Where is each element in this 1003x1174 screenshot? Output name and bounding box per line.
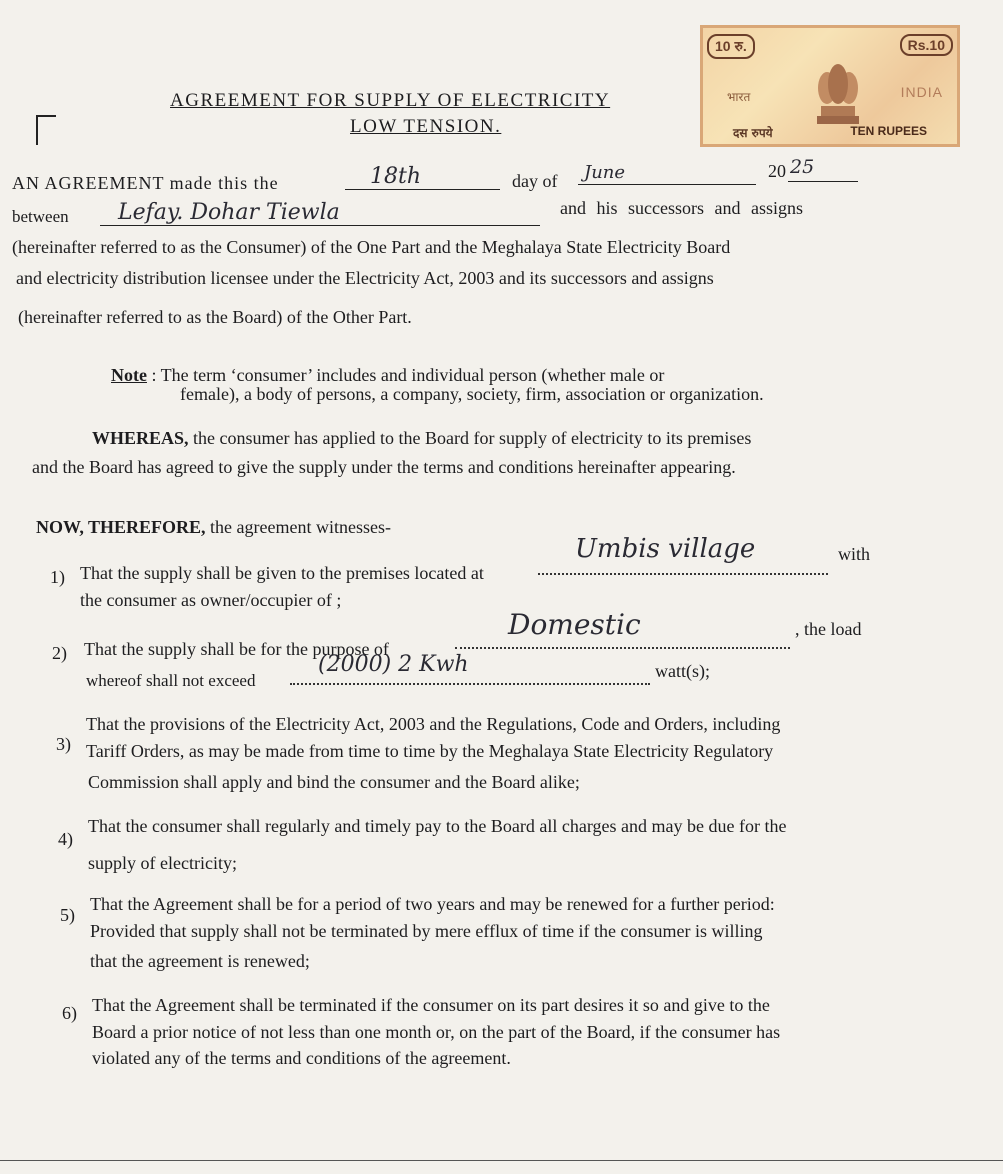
purpose-value: Domestic [508, 608, 641, 641]
clause-4-line-1: That the consumer shall regularly and timely pay to the Board all charges and may be due for the [88, 816, 787, 836]
ashoka-emblem-icon [813, 56, 863, 130]
opening-line-4: and electricity distribution licensee under the Electricity Act, 2003 and its successors and assigns [16, 268, 714, 288]
clause-1-text-a: That the supply shall be given to the premises located at [80, 563, 484, 583]
load-line [290, 682, 650, 685]
clause-6-line-2: Board a prior notice of not less than one month or, on the part of the Board, if the consumer has [92, 1022, 781, 1042]
clause-2-text-b: , the load [795, 619, 862, 639]
premises-line [538, 572, 828, 575]
opening-text-2: day of [512, 171, 558, 191]
stamp-value-left: 10 रु. [707, 34, 755, 59]
clause-1-text-c: the consumer as owner/occupier of ; [80, 590, 342, 610]
clause-3-line-2: Tariff Orders, as may be made from time to time by the Meghalaya State Electricity Regulatory [86, 741, 774, 761]
clause-5-line-2: Provided that supply shall not be terminated by mere efflux of time if the consumer is willing [90, 921, 763, 941]
opening-line-5: (hereinafter referred to as the Board) of the Other Part. [18, 307, 412, 327]
clause-2-text-c: whereof shall not exceed [86, 671, 256, 690]
stamp-hindi-country: भारत [727, 90, 751, 104]
clause-2-text-d: watt(s); [655, 661, 710, 681]
purpose-line [455, 646, 790, 649]
month-line [578, 183, 756, 185]
stamp-value-right: Rs.10 [900, 34, 953, 56]
clause-3-line-1: That the provisions of the Electricity Act, 2003 and the Regulations, Code and Orders, including [86, 714, 781, 734]
year-prefix: 20 [768, 161, 786, 181]
now-therefore: NOW, THEREFORE, the agreement witnesses- [36, 517, 391, 537]
note-line-2: female), a body of persons, a company, society, firm, association or organization. [180, 384, 764, 404]
consumer-name: Lefay. Dohar Tiewla [118, 200, 340, 225]
corner-mark [36, 115, 56, 145]
opening-text-1: AN AGREEMENT made this the [12, 173, 279, 193]
revenue-stamp [700, 25, 960, 147]
successors-text: and his successors and assigns [560, 198, 803, 218]
clause-6-line-3: violated any of the terms and conditions of the agreement. [92, 1048, 511, 1068]
between-label: between [12, 207, 69, 226]
clause-3-number: 3) [56, 734, 71, 754]
year-line [788, 180, 858, 182]
opening-line-3: (hereinafter referred to as the Consumer) of the One Part and the Meghalaya State Electricity Board [12, 237, 731, 257]
day-value: 18th [370, 164, 422, 189]
month-value: June [584, 162, 626, 183]
clause-4-number: 4) [58, 829, 73, 849]
stamp-denomination: TEN RUPEES [850, 124, 927, 138]
stamp-hindi-denomination: दस रुपये [733, 126, 773, 140]
clause-1-number: 1) [50, 567, 65, 587]
clause-4-line-2: supply of electricity; [88, 853, 237, 873]
year-value: 25 [790, 156, 815, 178]
load-value: (2000) 2 Kwh [318, 652, 469, 677]
clause-3-line-3: Commission shall apply and bind the consumer and the Board alike; [88, 772, 580, 792]
clause-1-text-b: with [838, 544, 871, 564]
note-line-1: Note : The term ‘consumer’ includes and individual person (whether male or [111, 365, 665, 385]
clause-5-line-1: That the Agreement shall be for a period of two years and may be renewed for a further period: [90, 894, 775, 914]
whereas-line-1: WHEREAS, the consumer has applied to the Board for supply of electricity to its premises [92, 428, 752, 448]
clause-2-text-a: That the supply shall be for the purpose of [84, 639, 389, 659]
bottom-edge-line [0, 1160, 1003, 1161]
premises-value: Umbis village [575, 534, 756, 564]
stamp-country: INDIA [900, 84, 943, 100]
clause-6-number: 6) [62, 1003, 77, 1023]
clause-6-line-1: That the Agreement shall be terminated if the consumer on its part desires it so and give to the [92, 995, 770, 1015]
clause-5-line-3: that the agreement is renewed; [90, 951, 310, 971]
document-subtitle: LOW TENSION. [350, 116, 502, 137]
clause-5-number: 5) [60, 905, 75, 925]
document-title: AGREEMENT FOR SUPPLY OF ELECTRICITY [170, 90, 611, 111]
clause-2-number: 2) [52, 643, 67, 663]
whereas-line-2: and the Board has agreed to give the supply under the terms and conditions hereinafter appearing. [32, 457, 736, 477]
day-line [345, 188, 500, 190]
